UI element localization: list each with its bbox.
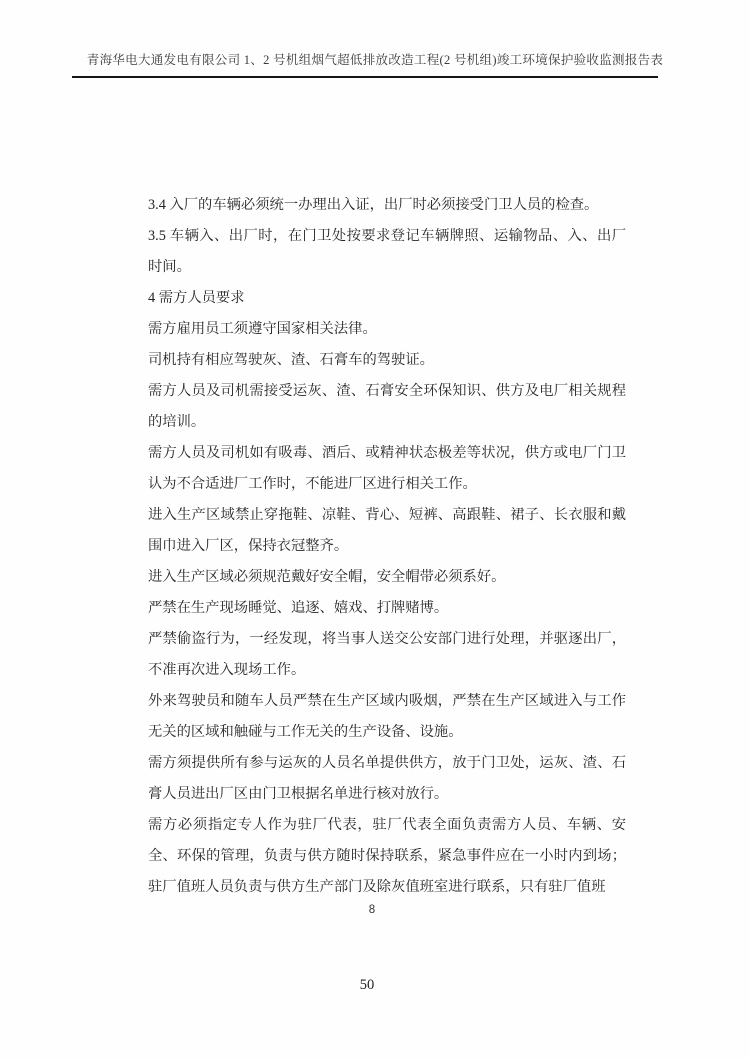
paragraph: 严禁偷盗行为，一经发现，将当事人送交公安部门进行处理，并驱逐出厂，不准再次进入现场工作。 [148,631,626,678]
paragraph: 4 需方人员要求 [148,290,245,306]
paragraph: 外来驾驶员和随车人员严禁在生产区域内吸烟，严禁在生产区域进入与工作无关的区域和触碰与工作无关的生产设备、设施。 [148,693,626,740]
document-body [148,190,626,903]
paragraph: 司机持有相应驾驶灰、渣、石膏车的驾驶证。 [148,352,434,368]
page-number: 50 [359,977,375,993]
paragraph: 需方必须指定专人作为驻厂代表，驻厂代表全面负责需方人员、车辆、安全、环保的管理，负责与供方随时保持联系，紧急事件应在一小时内到场；驻厂值班人员负责与供方生产部门及除灰值班室进行联系，只有驻厂值班 [148,817,626,895]
paragraph: 3.5 车辆入、出厂时，在门卫处按要求登记车辆牌照、运输物品、入、出厂时间。 [148,228,626,275]
paragraph: 需方人员及司机需接受运灰、渣、石膏安全环保知识、供方及电厂相关规程的培训。 [148,383,626,430]
paragraph: 3.4 入厂的车辆必须统一办理出入证，出厂时必须接受门卫人员的检查。 [148,197,599,213]
header-title: 青海华电大通发电有限公司 1、2 号机组烟气超低排放改造工程(2 号机组)竣工环境保护验收监测报告表 [86,53,664,67]
paragraph: 严禁在生产现场睡觉、追逐、嬉戏、打牌赌博。 [148,600,449,616]
paragraph: 需方人员及司机如有吸毒、酒后、或精神状态极差等状况，供方或电厂门卫认为不合适进厂工作时，不能进厂区进行相关工作。 [148,445,626,492]
paragraph: 进入生产区域必须规范戴好安全帽，安全帽带必须系好。 [148,569,506,585]
header-rule [72,76,658,78]
paragraph: 需方须提供所有参与运灰的人员名单提供供方，放于门卫处，运灰、渣、石膏人员进出厂区由门卫根据名单进行核对放行。 [148,755,626,802]
paragraph: 需方雇用员工须遵守国家相关法律。 [148,321,377,337]
paragraph: 进入生产区域禁止穿拖鞋、凉鞋、背心、短裤、高跟鞋、裙子、长衣服和戴围巾进入厂区，保持衣冠整齐。 [148,507,626,554]
inner-page-number: 8 [368,904,376,916]
